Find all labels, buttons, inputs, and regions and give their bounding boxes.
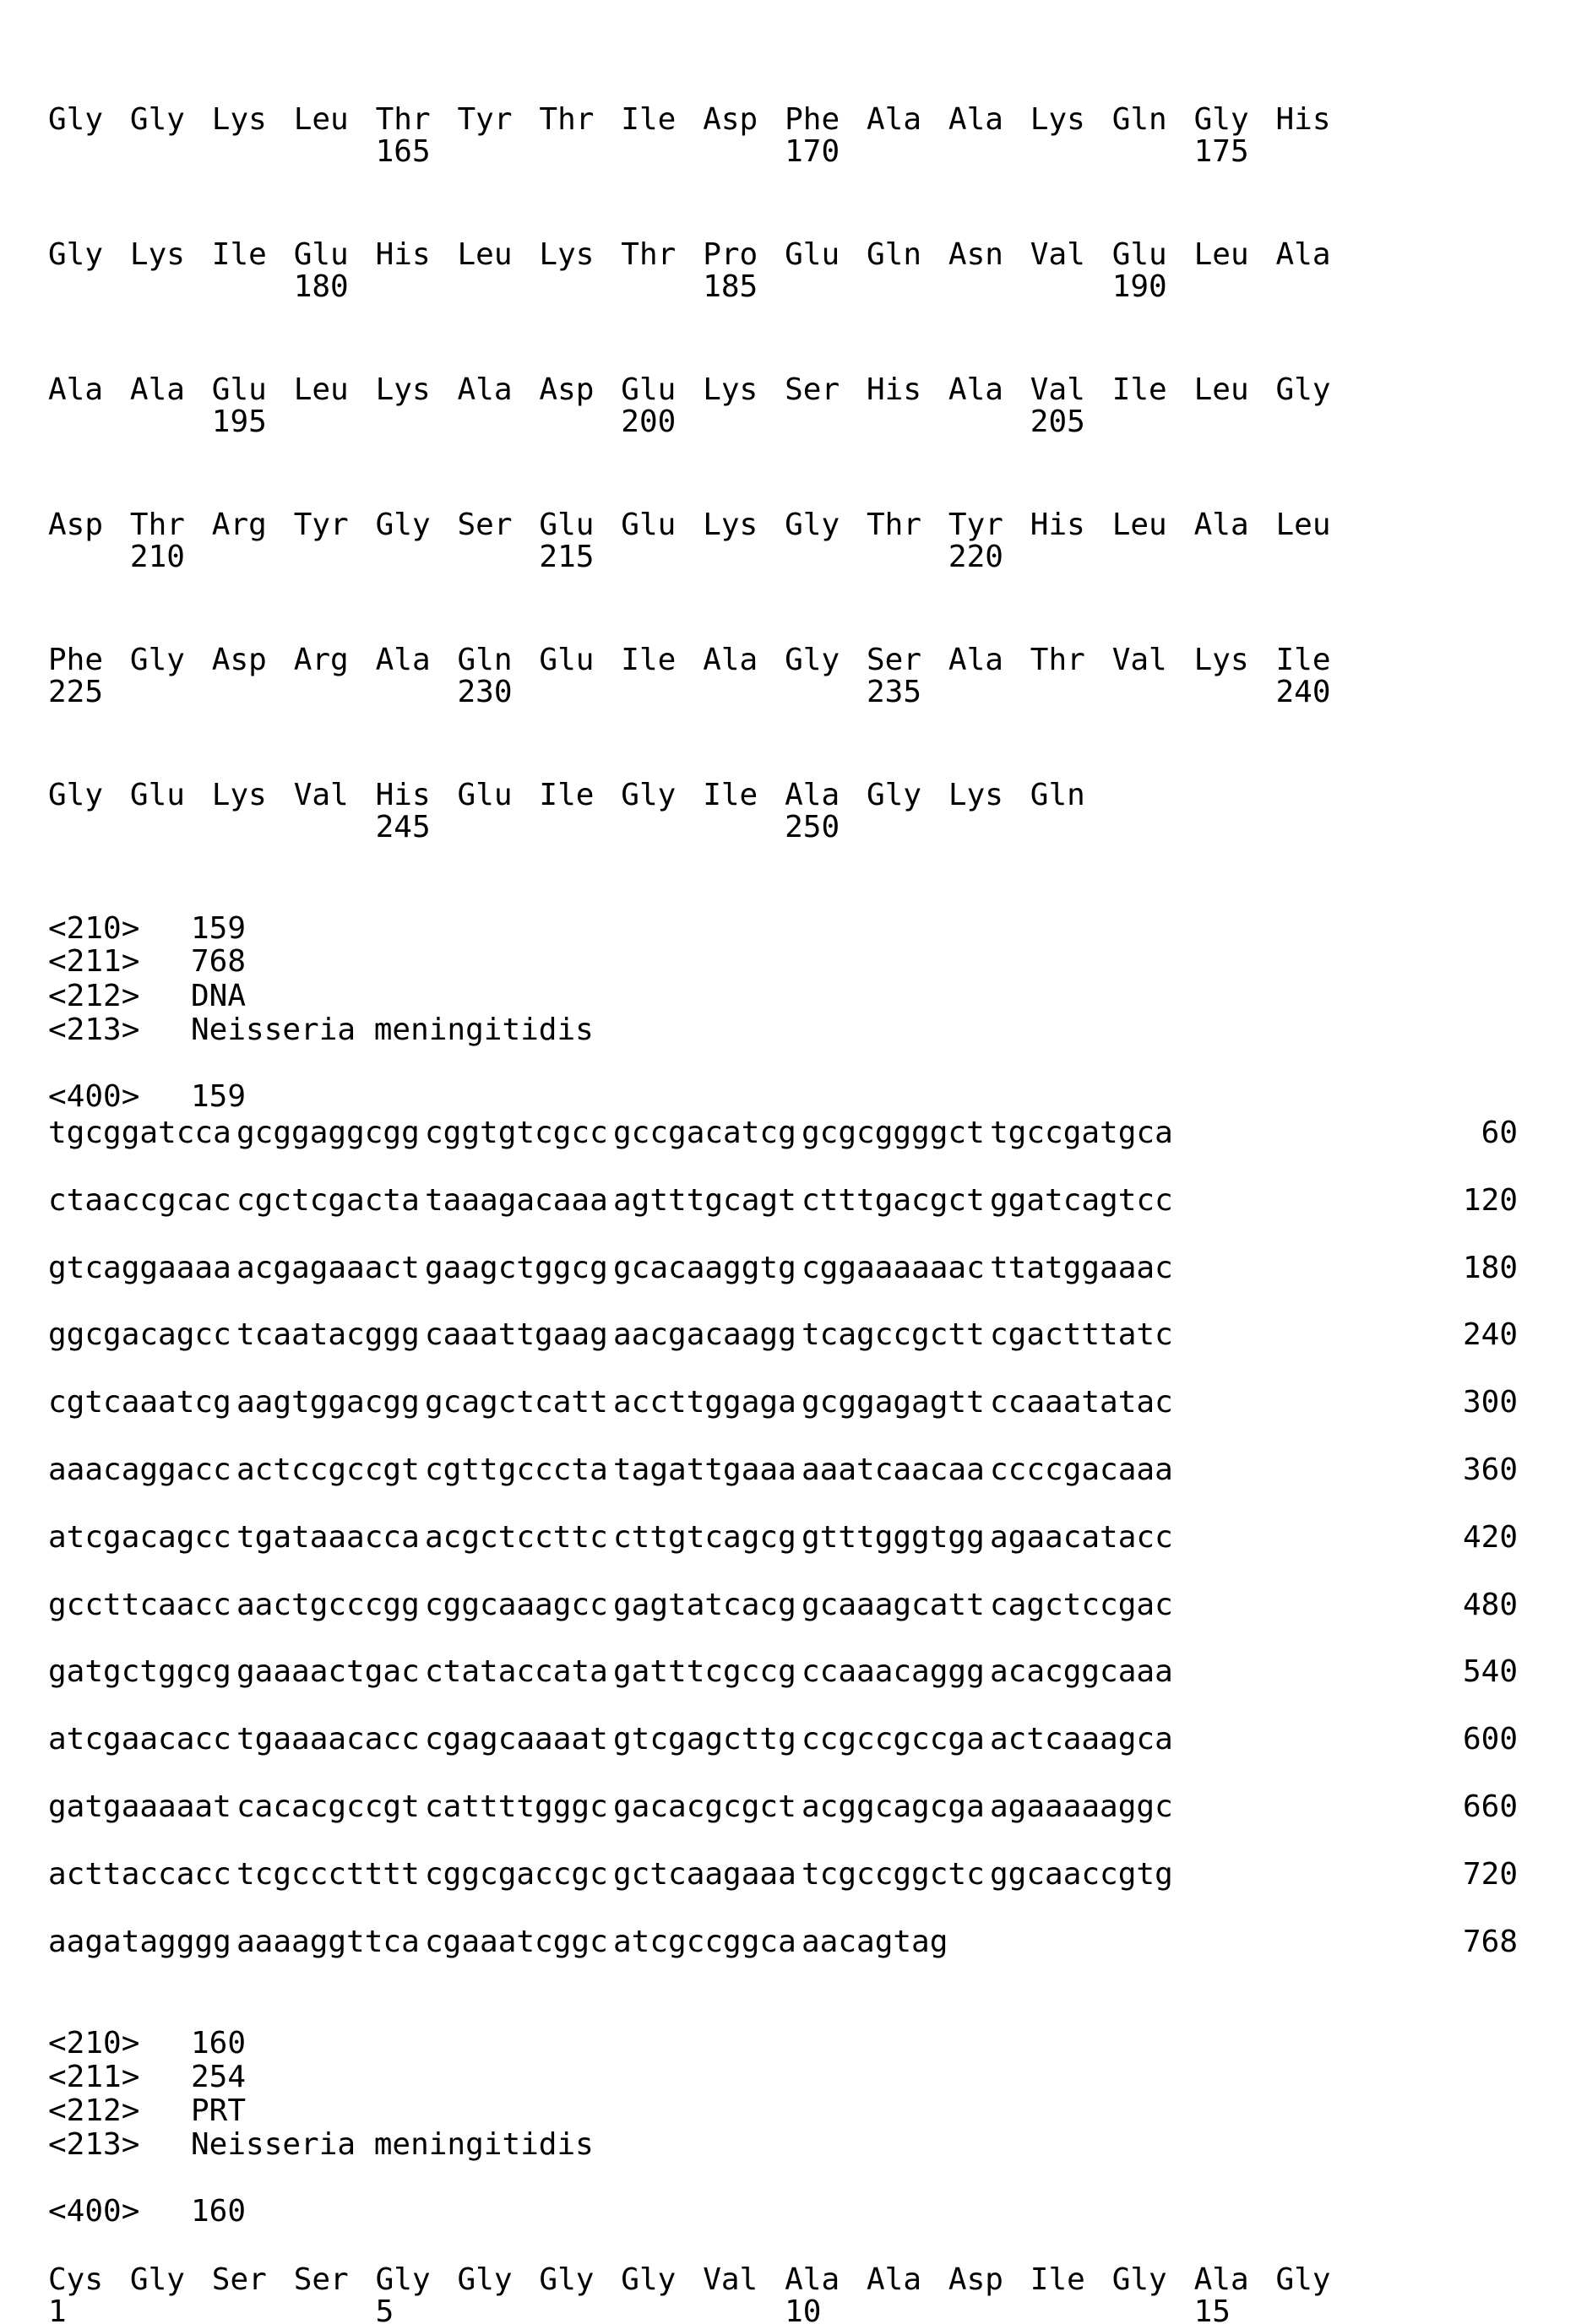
residue: Ser: [212, 2263, 267, 2297]
residue: Glu: [785, 238, 840, 272]
residue: Asn: [948, 238, 1003, 272]
dna-group: ctaaccgcac: [48, 1184, 231, 1218]
dna-group: gccgacatcg: [613, 1116, 796, 1150]
residue-number: 175: [1194, 135, 1249, 169]
residue: Ile: [212, 238, 267, 272]
dna-position: 360: [1416, 1453, 1518, 1487]
residue: Ala: [867, 2263, 921, 2297]
residue: Gly: [1276, 2263, 1331, 2297]
dna-group: cgaaatcggc: [425, 1925, 608, 1959]
residue: Ile: [621, 643, 676, 677]
dna-position: 240: [1416, 1318, 1518, 1352]
dna-position: 540: [1416, 1655, 1518, 1689]
residue: Leu: [1276, 508, 1331, 542]
field-value: 160: [191, 2195, 246, 2229]
field-value: 768: [191, 945, 246, 979]
dna-group: atcgccggca: [613, 1925, 796, 1959]
dna-group: cgtcaaatcg: [48, 1386, 231, 1420]
residue-number: 240: [1276, 676, 1331, 709]
residue: Ile: [1030, 2263, 1085, 2297]
residue: Asp: [948, 2263, 1003, 2297]
residue: Ile: [1276, 643, 1331, 677]
residue-number: 250: [785, 811, 840, 844]
residue: Gly: [1112, 2263, 1167, 2297]
residue: Leu: [294, 103, 349, 137]
dna-group: gcaaagcatt: [802, 1588, 985, 1622]
residue: Ala: [948, 103, 1003, 137]
dna-group: cggtgtcgcc: [425, 1116, 608, 1150]
residue: Thr: [376, 103, 431, 137]
dna-group: gtttgggtgg: [802, 1521, 985, 1555]
residue: Lys: [703, 373, 758, 407]
dna-group: tcgccctttt: [236, 1858, 420, 1892]
residue: Asp: [703, 103, 758, 137]
residue: Glu: [212, 373, 267, 407]
dna-group: gccttcaacc: [48, 1588, 231, 1622]
field-value: Neisseria meningitidis: [191, 1013, 594, 1047]
residue: Ser: [785, 373, 840, 407]
dna-group: cggcaaagcc: [425, 1588, 608, 1622]
dna-group: gaagctggcg: [425, 1252, 608, 1285]
field-tag: <211>: [48, 945, 139, 979]
dna-group: tcagccgctt: [802, 1318, 985, 1352]
dna-group: aaaaggttca: [236, 1925, 420, 1959]
dna-group: cattttgggc: [425, 1790, 608, 1824]
residue: His: [376, 779, 431, 812]
dna-group: agaaaaaggc: [990, 1790, 1173, 1824]
dna-group: acggcagcga: [802, 1790, 985, 1824]
residue: His: [1030, 508, 1085, 542]
dna-group: aagatagggg: [48, 1925, 231, 1959]
dna-group: gcagctcatt: [425, 1386, 608, 1420]
residue: Gly: [48, 103, 103, 137]
residue-number: 170: [785, 135, 840, 169]
dna-group: tagattgaaa: [613, 1453, 796, 1487]
dna-group: atcgaacacc: [48, 1723, 231, 1757]
dna-group: cgttgcccta: [425, 1453, 608, 1487]
residue: Leu: [1112, 508, 1167, 542]
residue: Gly: [1194, 103, 1249, 137]
residue: Gly: [867, 779, 921, 812]
residue: Lys: [1030, 103, 1085, 137]
residue-number: 205: [1030, 405, 1085, 439]
residue: Arg: [212, 508, 267, 542]
residue: Val: [1030, 238, 1085, 272]
residue-number: 10: [785, 2295, 821, 2324]
residue: Pro: [703, 238, 758, 272]
field-value: 159: [191, 1080, 246, 1114]
residue-number: 190: [1112, 270, 1167, 304]
dna-group: tgataaacca: [236, 1521, 420, 1555]
dna-group: ctttgacgct: [802, 1184, 985, 1218]
residue: Thr: [867, 508, 921, 542]
residue: Glu: [1112, 238, 1167, 272]
dna-group: gtcgagcttg: [613, 1723, 796, 1757]
dna-group: tcgccggctc: [802, 1858, 985, 1892]
field-value: 159: [191, 912, 246, 946]
residue: Lys: [1194, 643, 1249, 677]
field-tag: <212>: [48, 2094, 139, 2128]
residue: Gly: [48, 238, 103, 272]
residue: Ala: [785, 2263, 840, 2297]
residue: Val: [1030, 373, 1085, 407]
dna-group: gcggagagtt: [802, 1386, 985, 1420]
residue: Lys: [212, 779, 267, 812]
residue: Gly: [458, 2263, 513, 2297]
field-tag: <400>: [48, 1080, 139, 1114]
residue: His: [1276, 103, 1331, 137]
dna-group: ccccgacaaa: [990, 1453, 1173, 1487]
dna-group: gcacaaggtg: [613, 1252, 796, 1285]
dna-group: ggcgacagcc: [48, 1318, 231, 1352]
residue: Thr: [130, 508, 185, 542]
residue: Ile: [539, 779, 594, 812]
residue: Leu: [1194, 238, 1249, 272]
residue: Val: [703, 2263, 758, 2297]
residue: Glu: [130, 779, 185, 812]
dna-position: 300: [1416, 1386, 1518, 1420]
residue: Gln: [1030, 779, 1085, 812]
residue: Ala: [1276, 238, 1331, 272]
dna-group: gtcaggaaaa: [48, 1252, 231, 1285]
residue-number: 235: [867, 676, 921, 709]
residue: Glu: [458, 779, 513, 812]
dna-position: 420: [1416, 1521, 1518, 1555]
residue-number: 200: [621, 405, 676, 439]
dna-group: cggcgaccgc: [425, 1858, 608, 1892]
dna-group: agtttgcagt: [613, 1184, 796, 1218]
residue: Gly: [376, 2263, 431, 2297]
residue: Lys: [376, 373, 431, 407]
residue: Tyr: [458, 103, 513, 137]
residue: Asp: [212, 643, 267, 677]
dna-group: cgagcaaaat: [425, 1723, 608, 1757]
residue: Gly: [48, 779, 103, 812]
dna-group: cagctccgac: [990, 1588, 1173, 1622]
field-tag: <213>: [48, 1013, 139, 1047]
dna-position: 720: [1416, 1858, 1518, 1892]
residue: Gln: [1112, 103, 1167, 137]
field-tag: <211>: [48, 2061, 139, 2094]
dna-group: gcggaggcgg: [236, 1116, 420, 1150]
dna-group: aagtggacgg: [236, 1386, 420, 1420]
dna-group: gatttcgccg: [613, 1655, 796, 1689]
field-tag: <400>: [48, 2195, 139, 2229]
residue: Leu: [1194, 373, 1249, 407]
dna-position: 660: [1416, 1790, 1518, 1824]
dna-group: taaagacaaa: [425, 1184, 608, 1218]
residue: Ala: [948, 373, 1003, 407]
dna-position: 120: [1416, 1184, 1518, 1218]
residue: Lys: [539, 238, 594, 272]
field-value: Neisseria meningitidis: [191, 2128, 594, 2162]
dna-group: gacacgcgct: [613, 1790, 796, 1824]
residue-number: 245: [376, 811, 431, 844]
field-tag: <213>: [48, 2128, 139, 2162]
dna-group: ccgccgccga: [802, 1723, 985, 1757]
residue: Gly: [621, 2263, 676, 2297]
residue: Gly: [785, 643, 840, 677]
dna-group: cggaaaaaac: [802, 1252, 985, 1285]
residue: Gly: [130, 643, 185, 677]
dna-group: caaattgaag: [425, 1318, 608, 1352]
residue: Val: [1112, 643, 1167, 677]
residue: Ala: [48, 373, 103, 407]
residue: Tyr: [948, 508, 1003, 542]
dna-group: cacacgccgt: [236, 1790, 420, 1824]
dna-position: 180: [1416, 1252, 1518, 1285]
dna-group: acgctccttc: [425, 1521, 608, 1555]
residue: Gln: [867, 238, 921, 272]
residue: Tyr: [294, 508, 349, 542]
dna-position: 600: [1416, 1723, 1518, 1757]
field-value: 254: [191, 2061, 246, 2094]
dna-group: gatgaaaaat: [48, 1790, 231, 1824]
residue: Glu: [621, 508, 676, 542]
dna-group: acgagaaact: [236, 1252, 420, 1285]
residue: Arg: [294, 643, 349, 677]
residue-number: 225: [48, 676, 103, 709]
dna-group: gagtatcacg: [613, 1588, 796, 1622]
residue: Ile: [621, 103, 676, 137]
dna-group: aacagtag: [802, 1925, 948, 1959]
dna-group: tcaatacggg: [236, 1318, 420, 1352]
dna-position: 768: [1416, 1925, 1518, 1959]
residue: Gly: [539, 2263, 594, 2297]
residue-number: 180: [294, 270, 349, 304]
residue: Gly: [621, 779, 676, 812]
residue-number: 195: [212, 405, 267, 439]
dna-group: ttatggaaac: [990, 1252, 1173, 1285]
dna-group: acttaccacc: [48, 1858, 231, 1892]
dna-group: ggcaaccgtg: [990, 1858, 1173, 1892]
residue: Thr: [621, 238, 676, 272]
residue: Glu: [539, 643, 594, 677]
residue: Ser: [294, 2263, 349, 2297]
field-value: 160: [191, 2027, 246, 2061]
dna-group: aactgcccgg: [236, 1588, 420, 1622]
residue: Ala: [458, 373, 513, 407]
dna-position: 60: [1416, 1116, 1518, 1150]
residue: Lys: [948, 779, 1003, 812]
residue: Val: [294, 779, 349, 812]
residue: Glu: [539, 508, 594, 542]
dna-position: 480: [1416, 1588, 1518, 1622]
residue: Asp: [539, 373, 594, 407]
dna-group: tgcggatcca: [48, 1116, 231, 1150]
dna-group: tgaaaacacc: [236, 1723, 420, 1757]
field-tag: <210>: [48, 912, 139, 946]
residue-number: 1: [48, 2295, 67, 2324]
dna-group: ctataccata: [425, 1655, 608, 1689]
field-tag: <210>: [48, 2027, 139, 2061]
residue: Lys: [212, 103, 267, 137]
dna-group: cgctcgacta: [236, 1184, 420, 1218]
residue: Ala: [703, 643, 758, 677]
residue: Lys: [703, 508, 758, 542]
dna-group: ccaaacaggg: [802, 1655, 985, 1689]
residue-number: 215: [539, 540, 594, 574]
residue: Lys: [130, 238, 185, 272]
residue-number: 165: [376, 135, 431, 169]
dna-group: agaacatacc: [990, 1521, 1173, 1555]
dna-group: gcgcggggct: [802, 1116, 985, 1150]
dna-group: actccgccgt: [236, 1453, 420, 1487]
residue: Thr: [1030, 643, 1085, 677]
residue: Ala: [867, 103, 921, 137]
residue: Gly: [130, 103, 185, 137]
dna-group: gatgctggcg: [48, 1655, 231, 1689]
residue: His: [376, 238, 431, 272]
residue: Ala: [376, 643, 431, 677]
dna-group: accttggaga: [613, 1386, 796, 1420]
residue: Ala: [785, 779, 840, 812]
residue: Leu: [458, 238, 513, 272]
field-value: PRT: [191, 2094, 246, 2128]
residue-number: 185: [703, 270, 758, 304]
residue: Leu: [294, 373, 349, 407]
residue: Ser: [867, 643, 921, 677]
dna-group: gctcaagaaa: [613, 1858, 796, 1892]
field-tag: <212>: [48, 980, 139, 1013]
residue-number: 210: [130, 540, 185, 574]
dna-group: atcgacagcc: [48, 1521, 231, 1555]
residue: Phe: [48, 643, 103, 677]
residue: Thr: [539, 103, 594, 137]
residue: Ala: [1194, 2263, 1249, 2297]
dna-group: gaaaactgac: [236, 1655, 420, 1689]
residue: Gly: [376, 508, 431, 542]
sequence-listing-page: [0, 0, 1576, 2324]
residue: His: [867, 373, 921, 407]
dna-group: aaatcaacaa: [802, 1453, 985, 1487]
dna-group: cttgtcagcg: [613, 1521, 796, 1555]
residue-number: 15: [1194, 2295, 1231, 2324]
dna-group: actcaaagca: [990, 1723, 1173, 1757]
residue: Ser: [458, 508, 513, 542]
residue-number: 230: [458, 676, 513, 709]
dna-group: aaacaggacc: [48, 1453, 231, 1487]
residue-number: 5: [376, 2295, 394, 2324]
residue: Glu: [621, 373, 676, 407]
dna-group: tgccgatgca: [990, 1116, 1173, 1150]
dna-group: ccaaatatac: [990, 1386, 1173, 1420]
residue: Asp: [48, 508, 103, 542]
dna-group: aacgacaagg: [613, 1318, 796, 1352]
dna-group: cgactttatc: [990, 1318, 1173, 1352]
residue: Glu: [294, 238, 349, 272]
residue-number: 220: [948, 540, 1003, 574]
residue: Gly: [130, 2263, 185, 2297]
dna-group: ggatcagtcc: [990, 1184, 1173, 1218]
residue: Gly: [785, 508, 840, 542]
residue: Gln: [458, 643, 513, 677]
residue: Ala: [948, 643, 1003, 677]
field-value: DNA: [191, 980, 246, 1013]
residue: Ile: [1112, 373, 1167, 407]
residue: Phe: [785, 103, 840, 137]
residue: Ala: [130, 373, 185, 407]
residue: Gly: [1276, 373, 1331, 407]
residue: Ala: [1194, 508, 1249, 542]
residue: Ile: [703, 779, 758, 812]
residue: Cys: [48, 2263, 103, 2297]
dna-group: acacggcaaa: [990, 1655, 1173, 1689]
